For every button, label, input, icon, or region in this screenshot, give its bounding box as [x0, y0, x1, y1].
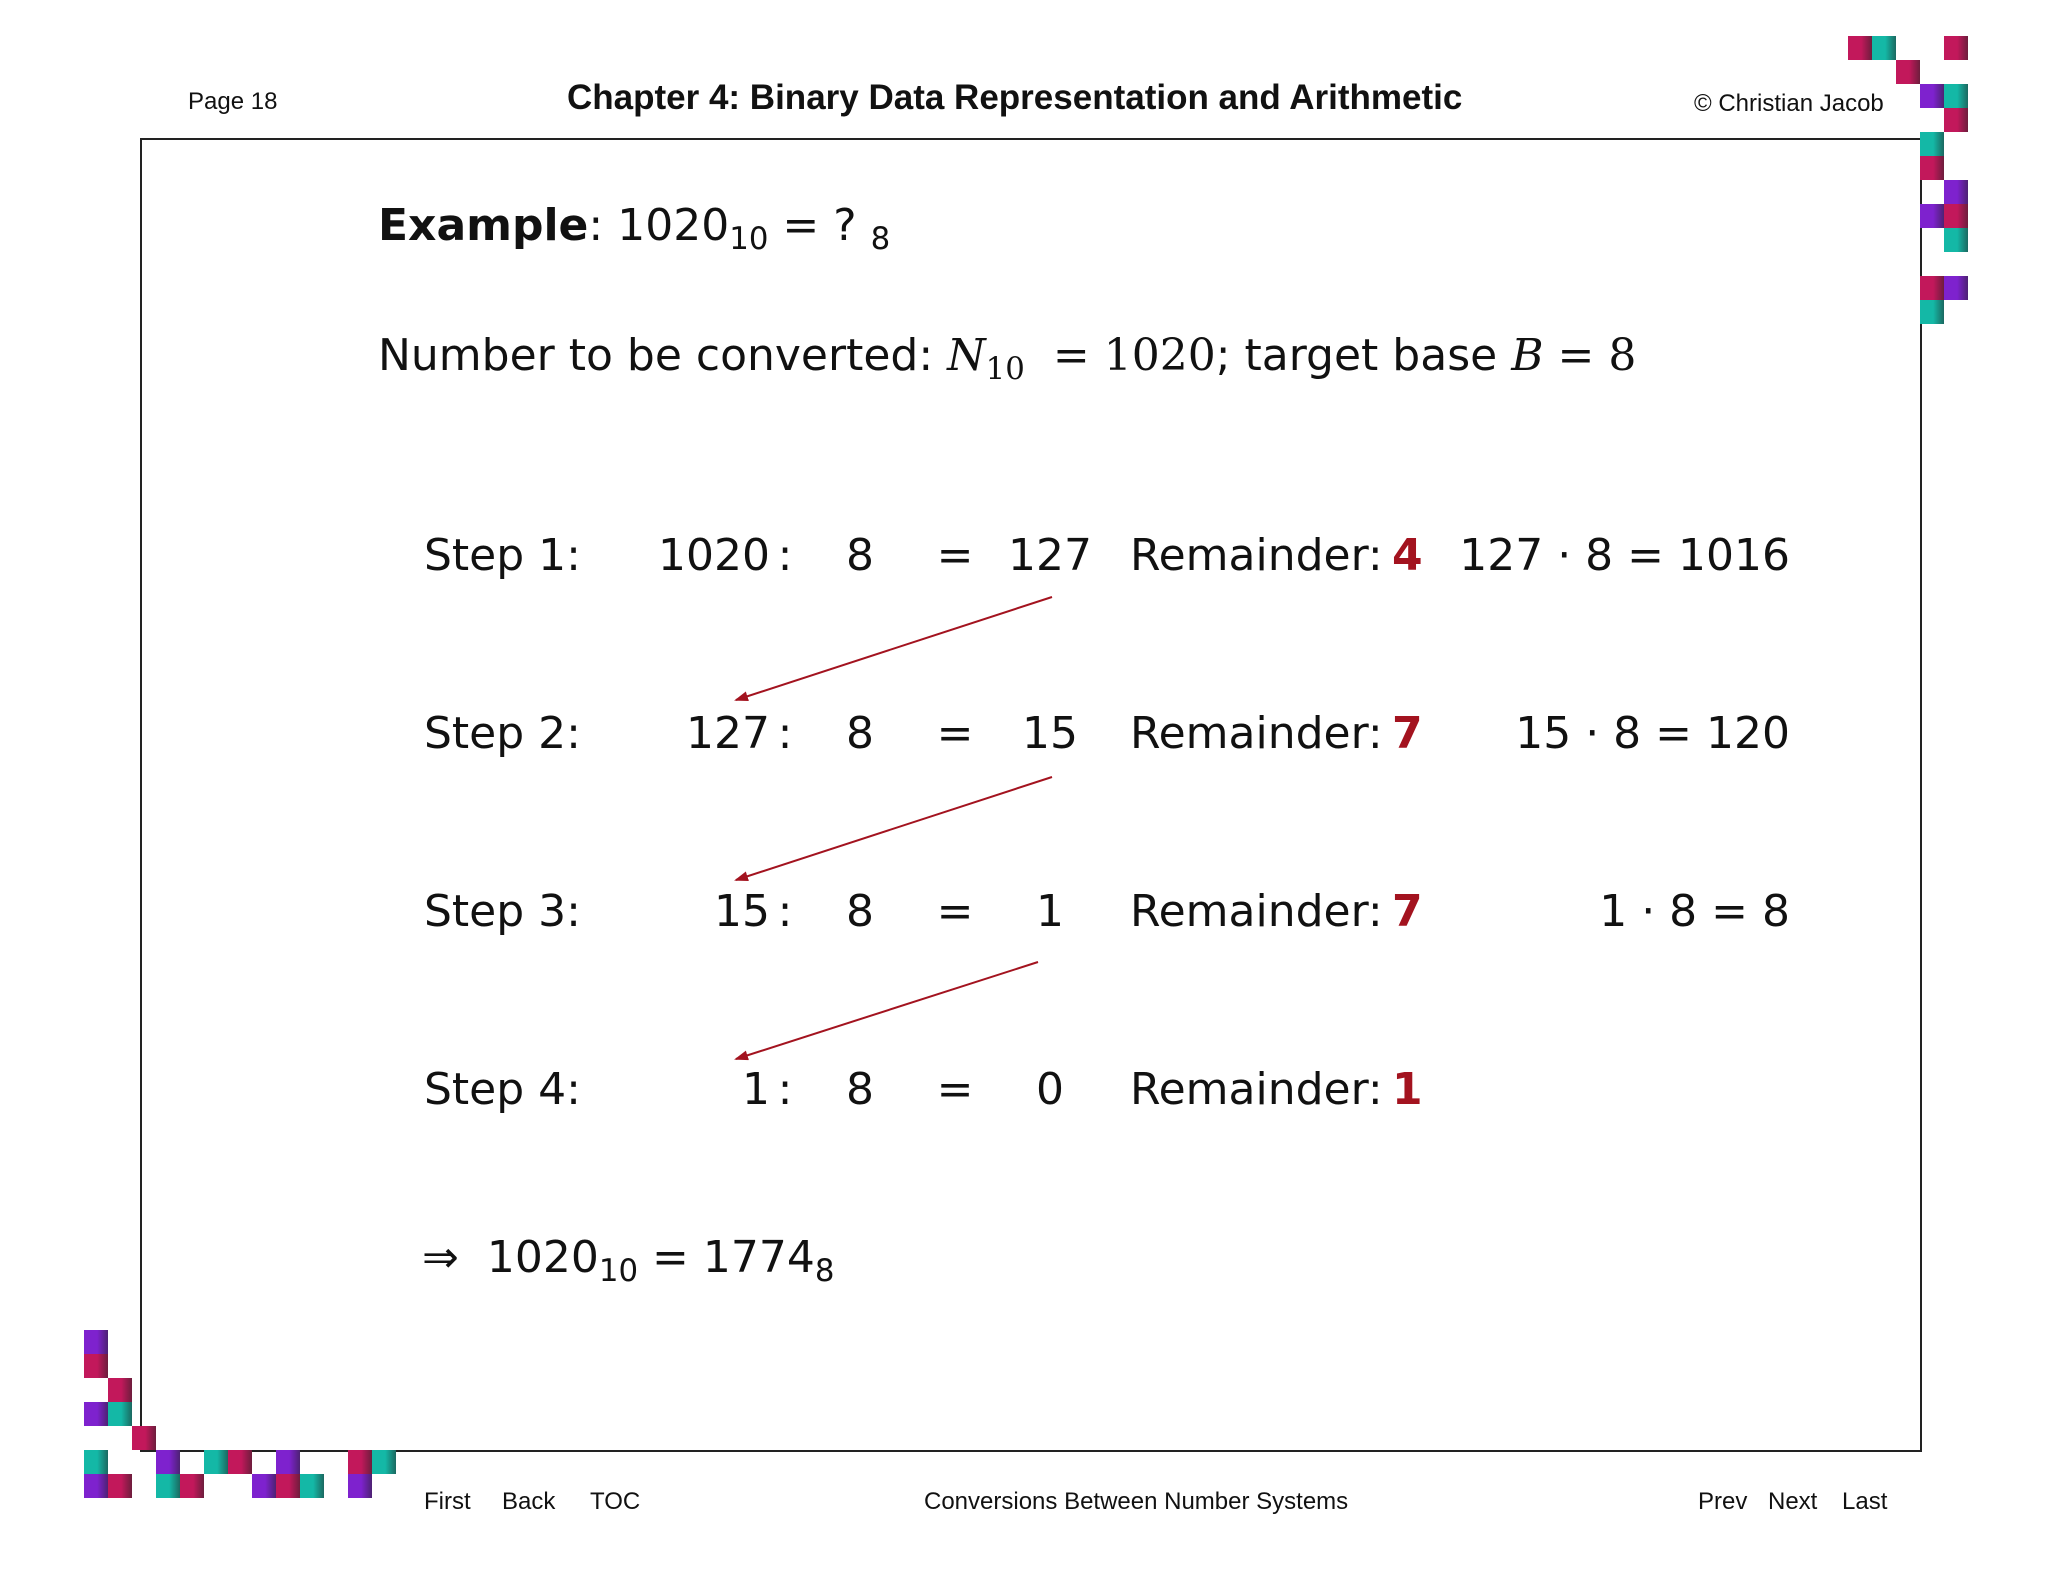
chapter-title: Chapter 4: Binary Data Representation and Arithmetic [567, 78, 1463, 117]
decor-block [1944, 84, 1968, 108]
step-eq: = [936, 530, 974, 581]
var-n: N [947, 330, 986, 381]
result-value: 1774 [702, 1232, 815, 1283]
step-dividend: 1 [742, 1064, 770, 1115]
step-colon: : [777, 886, 793, 937]
decor-block [276, 1474, 300, 1498]
nav-last-link[interactable]: Last [1842, 1488, 1888, 1515]
example-equals: = ? [768, 200, 871, 251]
arrow-step1-to-step2 [736, 597, 1052, 700]
decor-block [84, 1450, 108, 1474]
decor-block [1920, 276, 1944, 300]
nav-next-link[interactable]: Next [1768, 1488, 1818, 1515]
decor-block [156, 1450, 180, 1474]
decor-block [276, 1450, 300, 1474]
decor-block [1944, 204, 1968, 228]
example-base-from: 10 [729, 221, 769, 258]
implies-symbol: ⇒ [422, 1232, 459, 1283]
decor-block [132, 1426, 156, 1450]
decor-block [1944, 276, 1968, 300]
decor-block [348, 1450, 372, 1474]
decor-block [1944, 228, 1968, 252]
step-quotient: 1 [1036, 886, 1064, 937]
step-rem-label: Remainder: [1130, 886, 1383, 937]
page-number: Page 18 [188, 88, 278, 115]
step-dividend: 127 [686, 708, 770, 759]
step-remainder: 7 [1392, 886, 1423, 937]
nav-prev-link[interactable]: Prev [1698, 1488, 1748, 1515]
decor-block [1920, 156, 1944, 180]
step-quotient: 127 [1008, 530, 1092, 581]
step-colon: : [777, 530, 793, 581]
step-divisor: 8 [846, 708, 874, 759]
decor-block [84, 1330, 108, 1354]
nav-first-link[interactable]: First [424, 1488, 471, 1515]
decor-block [1944, 180, 1968, 204]
intro-mid: ; target base [1215, 330, 1498, 381]
example-base-to: 8 [870, 221, 891, 258]
step-rem-label: Remainder: [1130, 1064, 1383, 1115]
step-colon: : [777, 708, 793, 759]
result-number: 1020 [486, 1232, 599, 1283]
result-base-to: 8 [814, 1253, 835, 1290]
intro-eq2: = [1557, 330, 1595, 381]
decor-block [1944, 36, 1968, 60]
decor-block [1920, 84, 1944, 108]
step-eq: = [936, 886, 974, 937]
decor-block [84, 1474, 108, 1498]
step-eq: = [936, 1064, 974, 1115]
decor-block [1944, 108, 1968, 132]
decor-block [252, 1474, 276, 1498]
result-line [422, 1232, 835, 1290]
decor-block [108, 1474, 132, 1498]
copyright: © Christian Jacob [1694, 90, 1884, 117]
intro-base: 8 [1608, 330, 1637, 381]
section-title: Conversions Between Number Systems [924, 1488, 1349, 1515]
decor-block [1920, 300, 1944, 324]
decor-block [84, 1354, 108, 1378]
step-check: 15 · 8 = 120 [1515, 708, 1790, 759]
step-quotient: 15 [1022, 708, 1078, 759]
decor-block [372, 1450, 396, 1474]
nav-back-link[interactable]: Back [502, 1488, 556, 1515]
example-colon: : [588, 200, 604, 251]
step-dividend: 1020 [658, 530, 770, 581]
example-number: 1020 [617, 200, 730, 251]
decor-block [1848, 36, 1872, 60]
step-colon: : [777, 1064, 793, 1115]
decor-block [108, 1402, 132, 1426]
step-divisor: 8 [846, 1064, 874, 1115]
decor-block [108, 1378, 132, 1402]
decor-block [1872, 36, 1896, 60]
step-label: Step 4: [424, 1064, 581, 1115]
step-label: Step 1: [424, 530, 581, 581]
step-label: Step 2: [424, 708, 581, 759]
intro-prefix: Number to be converted: [378, 330, 934, 381]
step-check: 1 · 8 = 8 [1599, 886, 1790, 937]
arrow-step3-to-step4 [736, 962, 1038, 1059]
decor-block [204, 1450, 228, 1474]
step-remainder: 4 [1392, 530, 1423, 581]
decor-block [228, 1450, 252, 1474]
decor-block [1896, 60, 1920, 84]
intro-value: 1020 [1103, 330, 1216, 381]
decor-block [300, 1474, 324, 1498]
decor-block [1920, 132, 1944, 156]
step-dividend: 15 [714, 886, 770, 937]
step-remainder: 7 [1392, 708, 1423, 759]
var-n-sub: 10 [985, 351, 1025, 388]
nav-toc-link[interactable]: TOC [590, 1488, 641, 1515]
step-eq: = [936, 708, 974, 759]
step-divisor: 8 [846, 530, 874, 581]
step-quotient: 0 [1036, 1064, 1064, 1115]
decor-block [348, 1474, 372, 1498]
step-check: 127 · 8 = 1016 [1459, 530, 1790, 581]
example-label: Example [378, 200, 589, 251]
decor-block [1920, 204, 1944, 228]
arrow-step2-to-step3 [736, 777, 1052, 880]
step-divisor: 8 [846, 886, 874, 937]
step-rem-label: Remainder: [1130, 708, 1383, 759]
step-label: Step 3: [424, 886, 581, 937]
decor-block [180, 1474, 204, 1498]
var-b: B [1511, 330, 1544, 381]
decor-block [84, 1402, 108, 1426]
step-remainder: 1 [1392, 1064, 1423, 1115]
decor-block [156, 1474, 180, 1498]
step-rem-label: Remainder: [1130, 530, 1383, 581]
result-base-from: 10 [598, 1253, 639, 1290]
result-equals: = [638, 1232, 703, 1283]
intro-eq1: = [1052, 330, 1090, 381]
